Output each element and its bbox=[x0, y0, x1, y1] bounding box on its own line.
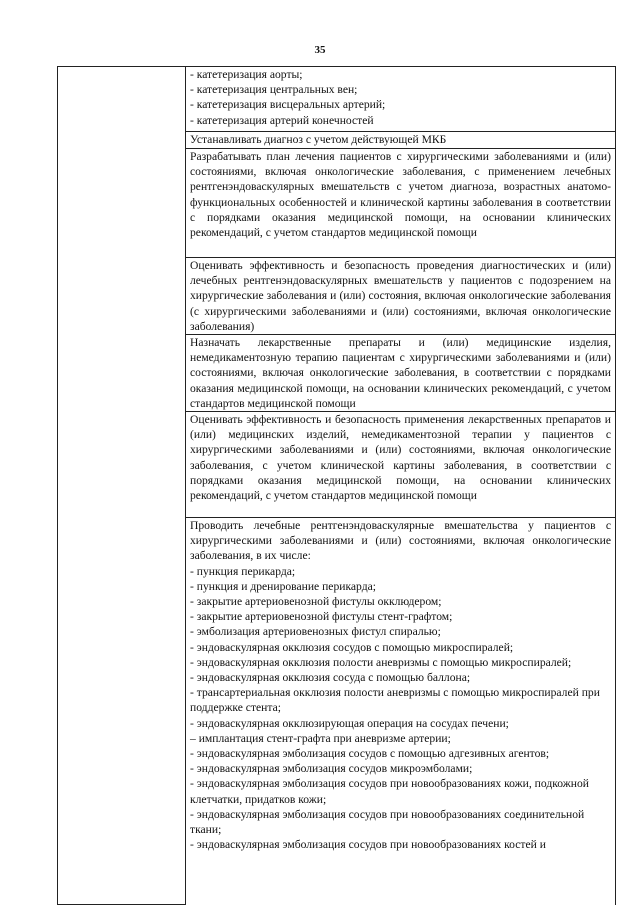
list-item: - пункция и дренирование перикарда; bbox=[190, 579, 376, 593]
list-item: - закрытие артериовенозной фистулы окклюдером; bbox=[190, 595, 442, 609]
list-item: - катетеризация аорты; bbox=[190, 68, 303, 81]
list-item: - катетеризация артерий конечностей bbox=[190, 113, 374, 127]
list-item: - эндоваскулярная окклюзия сосуда с помощью баллона; bbox=[190, 671, 471, 685]
list-item: - эндоваскулярная эмболизация сосудов при новообразованиях кожи, подкожной клетчатки, придатков кожи; bbox=[190, 777, 590, 806]
page-number: 35 bbox=[314, 44, 326, 56]
list-item: - эндоваскулярная эмболизация сосудов микроэмболами; bbox=[190, 762, 473, 776]
content-cell bbox=[186, 67, 616, 132]
list-item: - эндоваскулярная эмболизация сосудов при новообразованиях костей и bbox=[190, 838, 546, 852]
list-item: - трансартериальная окклюзия полости аневризмы с помощью микроспиралей при поддержке стента; bbox=[190, 686, 600, 715]
list-item: - эмболизация артериовенозных фистул спиралью; bbox=[190, 625, 441, 639]
table-row bbox=[58, 67, 616, 132]
row-text: Проводить лечебные рентгенэндоваскулярные вмешательства у пациентов с хирургическими заболеваниями и (или) состояниями, включая онкологические заболевания, в их числе: bbox=[190, 519, 611, 563]
content-cell bbox=[186, 335, 616, 412]
content-cell bbox=[186, 149, 616, 258]
list-item: - эндоваскулярная эмболизация сосудов с помощью адгезивных агентов; bbox=[190, 747, 550, 761]
content-cell bbox=[186, 412, 616, 518]
list-item: - пункция перикарда; bbox=[190, 564, 296, 578]
list-item: - эндоваскулярная окклюзия полости аневризмы с помощью микроспиралей; bbox=[190, 655, 572, 669]
row-text: Оценивать эффективность и безопасность проведения диагностических и (или) лечебных рентгенэндоваскулярных вмешательств у пациентов с подозрением на хирургические заболевания и (или) состояния, включая онкологические заболевания (с хирургическими заболеваниями и (или) состояниями, включая онкологические заболевания) bbox=[190, 259, 611, 333]
content-cell bbox=[186, 132, 616, 149]
content-cell bbox=[186, 258, 616, 335]
list-item: - катетеризация центральных вен; bbox=[190, 83, 358, 97]
row-text: Устанавливать диагноз с учетом действующей МКБ bbox=[190, 133, 447, 146]
content-cell bbox=[186, 518, 616, 905]
list-item: - эндоваскулярная окклюзирующая операция на сосудах печени; bbox=[190, 716, 509, 730]
competency-table bbox=[57, 66, 616, 905]
list-item: - катетеризация висцеральных артерий; bbox=[190, 98, 386, 112]
list-item: - закрытие артериовенозной фистулы стент-графтом; bbox=[190, 610, 453, 624]
list-item: – имплантация стент-графта при аневризме артерии; bbox=[190, 731, 451, 745]
row-text: Оценивать эффективность и безопасность применения лекарственных препаратов и (или) медицинских изделий, немедикаментозной терапии у пациентов с хирургическими заболеваниями и (или) состояниями, включая онкологические заболевания, с учетом клинической картины заболевания, в соответствии с порядками оказания медицинской помощи, на основании клинических рекомендаций, с учетом стандартов медицинской помощи bbox=[190, 413, 611, 503]
row-text: Назначать лекарственные препараты и (или) медицинские изделия, немедикаментозную терапию пациентам с хирургическими заболеваниями и (или) состояниями, включая онкологические заболевания, в соответствии с порядками оказания медицинской помощи, на основании клинических рекомендаций, с учетом стандартов медицинской помощи bbox=[190, 336, 611, 410]
list-item: - эндоваскулярная окклюзия сосудов с помощью микроспиралей; bbox=[190, 640, 514, 654]
left-column-cell bbox=[58, 67, 186, 905]
list-item: - эндоваскулярная эмболизация сосудов при новообразованиях соединительной ткани; bbox=[190, 807, 585, 837]
row-text: Разрабатывать план лечения пациентов с хирургическими заболеваниями и (или) состояниями, включая онкологические заболевания, с применением лечебных рентгенэндоваскулярных вмешательств с учетом диагноза, возрастных анатомо-функциональных особенностей и клинической картины заболевания в соответствии с порядками оказания медицинской помощи, на основании клинических рекомендаций, с учетом стандартов медицинской помощи bbox=[190, 150, 611, 240]
